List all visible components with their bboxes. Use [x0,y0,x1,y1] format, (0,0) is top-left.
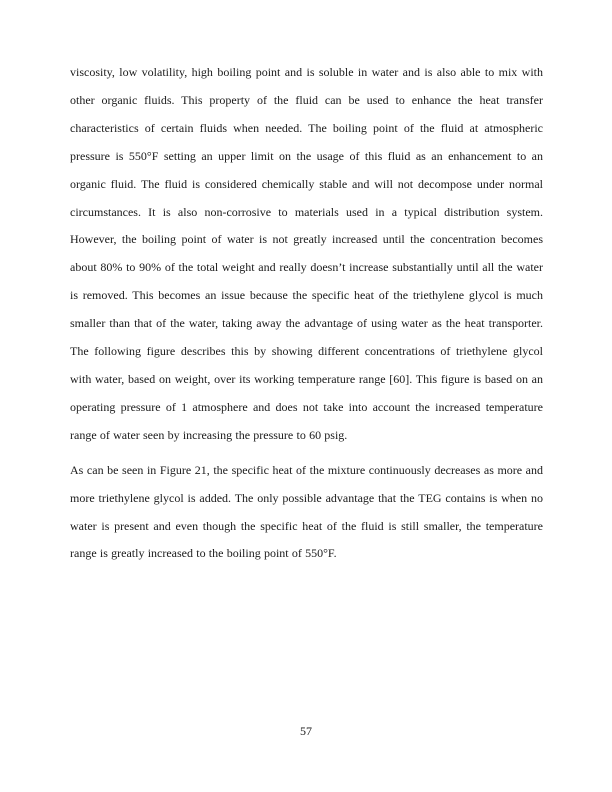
text-line: with water, based on weight, over its working temperature range [60]. This figure is based on an [70,371,543,386]
text-line: water is present and even though the specific heat of the fluid is still smaller, the temperature [70,518,543,533]
page-footer [0,722,612,740]
text-line: range of water seen by increasing the pressure to 60 psig. [70,427,348,442]
text-line: As can be seen in Figure 21, the specific heat of the mixture continuously decreases as more and [70,462,543,477]
text-line: about 80% to 90% of the total weight and really doesn’t increase substantially until all the water [70,260,543,275]
text-line: range is greatly increased to the boiling point of 550°F. [70,546,337,561]
text-line: operating pressure of 1 atmosphere and does not take into account the increased temperature [70,399,543,414]
text-line: pressure is 550°F setting an upper limit on the usage of this fluid as an enhancement to an [70,148,543,163]
paragraph-2 [70,457,543,569]
text-line: more triethylene glycol is added. The only possible advantage that the TEG contains is when no [70,490,543,505]
text-line: viscosity, low volatility, high boiling point and is soluble in water and is also able to mix with [70,65,543,79]
text-line: is removed. This becomes an issue because the specific heat of the triethylene glycol is much [70,288,543,303]
page-number: 57 [300,724,312,738]
text-line: However, the boiling point of water is not greatly increased until the concentration becomes [70,232,543,247]
text-line: characteristics of certain fluids when needed. The boiling point of the fluid at atmospheric [70,120,543,135]
text-line: organic fluid. The fluid is considered chemically stable and will not decompose under normal [70,176,543,191]
text-line: circumstances. It is also non-corrosive to materials used in a typical distribution system. [70,204,543,219]
text-line: The following figure describes this by showing different concentrations of triethylene glycol [70,344,543,359]
paragraph-1 [70,59,543,450]
text-line: smaller than that of the water, taking away the advantage of using water as the heat transporter. [70,316,543,331]
body-text [70,59,543,568]
text-line: other organic fluids. This property of the fluid can be used to enhance the heat transfer [70,92,543,107]
